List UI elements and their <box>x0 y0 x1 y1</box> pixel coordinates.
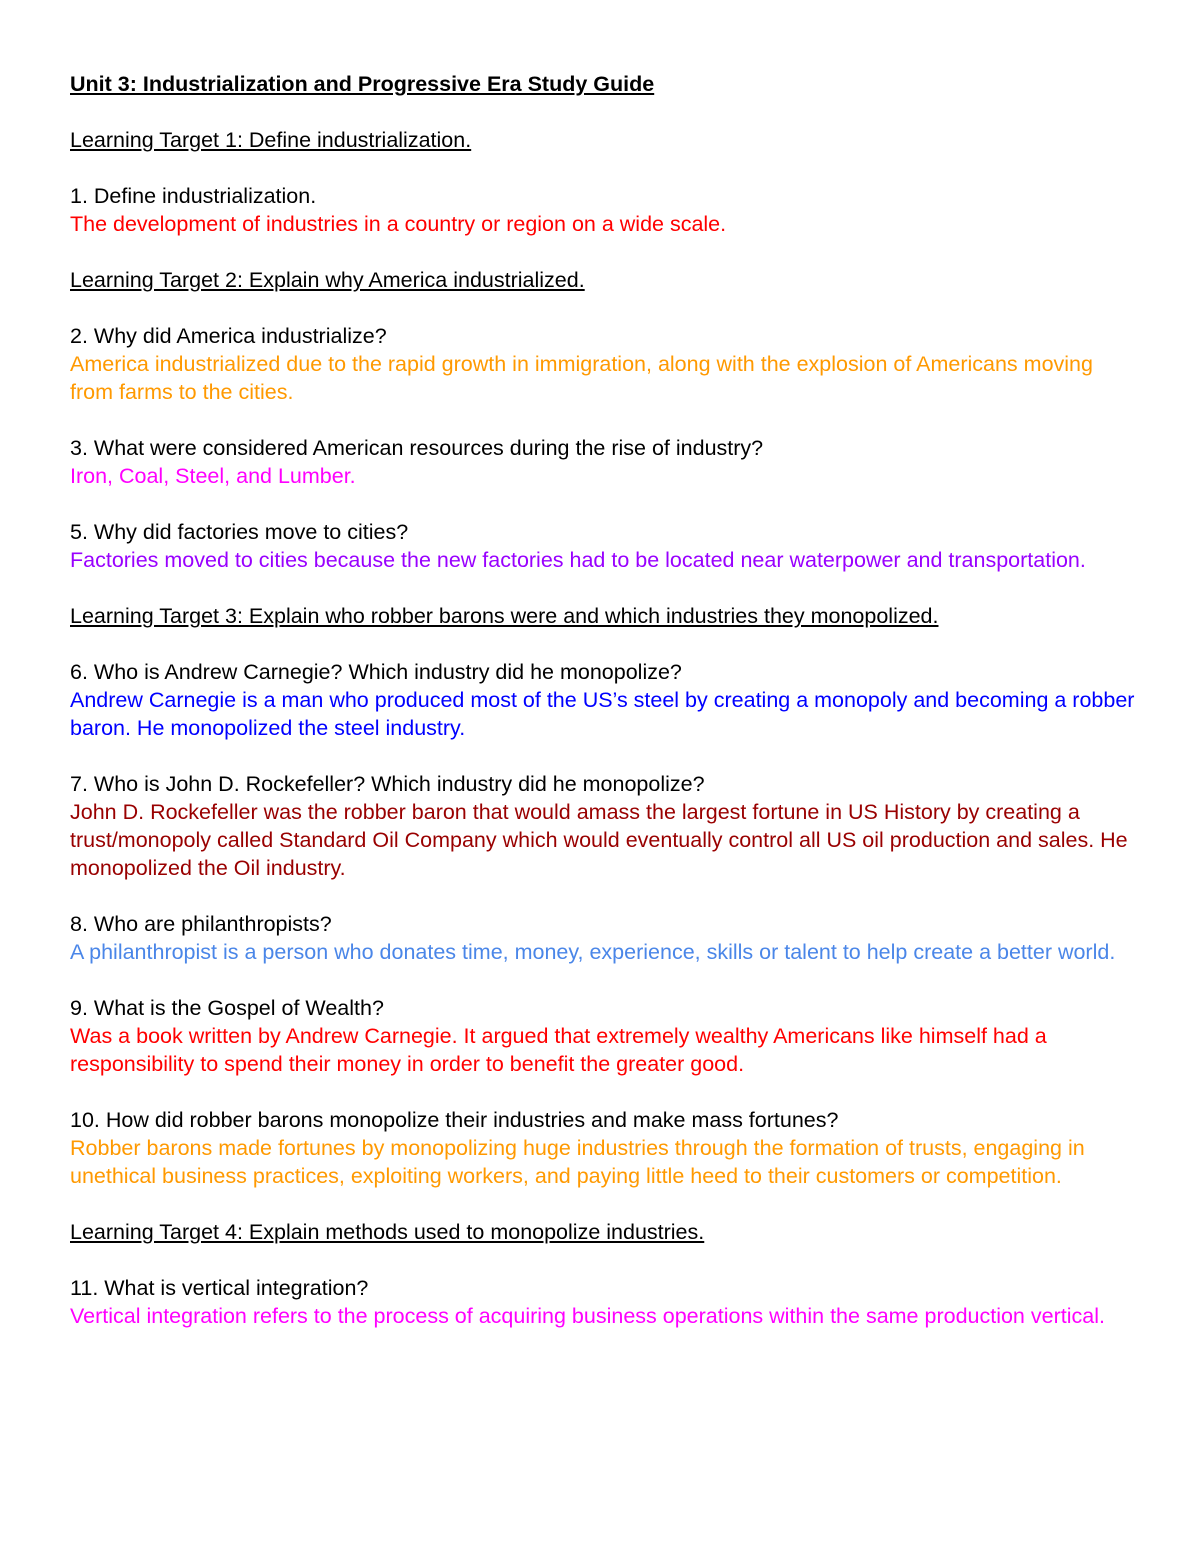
spacer <box>70 630 1140 658</box>
question-block <box>70 518 1140 574</box>
question-text: 10. How did robber barons monopolize their industries and make mass fortunes? <box>70 1108 839 1132</box>
question-block <box>70 322 1140 406</box>
spacer <box>70 882 1140 910</box>
question-block <box>70 1274 1140 1330</box>
spacer <box>70 966 1140 994</box>
question-block <box>70 770 1140 882</box>
spacer <box>70 154 1140 182</box>
question-block <box>70 994 1140 1078</box>
spacer <box>70 238 1140 266</box>
spacer <box>70 1330 1140 1358</box>
question-text: 5. Why did factories move to cities? <box>70 520 409 544</box>
spacer <box>70 490 1140 518</box>
question-text: 9. What is the Gospel of Wealth? <box>70 996 384 1020</box>
spacer <box>70 98 1140 126</box>
answer-text: Vertical integration refers to the process of acquiring business operations within the same production vertical. <box>70 1304 1105 1328</box>
question-block <box>70 1106 1140 1190</box>
question-text: 3. What were considered American resources during the rise of industry? <box>70 436 764 460</box>
question-text: 6. Who is Andrew Carnegie? Which industry did he monopolize? <box>70 660 682 684</box>
spacer <box>70 406 1140 434</box>
question-text: 8. Who are philanthropists? <box>70 912 332 936</box>
spacer <box>70 1078 1140 1106</box>
question-block <box>70 434 1140 490</box>
document-title: Unit 3: Industrialization and Progressive Era Study Guide <box>70 72 655 96</box>
answer-text: Robber barons made fortunes by monopolizing huge industries through the formation of trusts, engaging in unethical business practices, exploiting workers, and paying little heed to their customers or competition. <box>70 1136 1085 1188</box>
spacer <box>70 1190 1140 1218</box>
answer-text: America industrialized due to the rapid growth in immigration, along with the explosion of Americans moving from farms to the cities. <box>70 352 1093 404</box>
question-text: 11. What is vertical integration? <box>70 1276 369 1300</box>
spacer <box>70 1246 1140 1274</box>
document-page <box>70 70 1140 1358</box>
spacer <box>70 574 1140 602</box>
answer-text: The development of industries in a country or region on a wide scale. <box>70 212 727 236</box>
question-text: 2. Why did America industrialize? <box>70 324 387 348</box>
study-guide-sections <box>70 126 1140 1358</box>
learning-target-heading: Learning Target 1: Define industrialization. <box>70 128 472 152</box>
answer-text: Andrew Carnegie is a man who produced most of the US’s steel by creating a monopoly and becoming a robber baron. He monopolized the steel industry. <box>70 688 1135 740</box>
learning-target-heading: Learning Target 2: Explain why America industrialized. <box>70 268 585 292</box>
spacer <box>70 294 1140 322</box>
learning-target-heading: Learning Target 3: Explain who robber barons were and which industries they monopolized. <box>70 604 939 628</box>
learning-target-heading: Learning Target 4: Explain methods used to monopolize industries. <box>70 1220 705 1244</box>
question-block <box>70 658 1140 742</box>
answer-text: Was a book written by Andrew Carnegie. It argued that extremely wealthy Americans like himself had a responsibility to spend their money in order to benefit the greater good. <box>70 1024 1047 1076</box>
question-block <box>70 910 1140 966</box>
answer-text: John D. Rockefeller was the robber baron that would amass the largest fortune in US History by creating a trust/monopoly called Standard Oil Company which would eventually control all US oil production and sales. He monopolized the Oil industry. <box>70 800 1128 880</box>
answer-text: Factories moved to cities because the new factories had to be located near waterpower and transportation. <box>70 548 1086 572</box>
question-block <box>70 182 1140 238</box>
answer-text: A philanthropist is a person who donates time, money, experience, skills or talent to help create a better world. <box>70 940 1116 964</box>
spacer <box>70 742 1140 770</box>
answer-text: Iron, Coal, Steel, and Lumber. <box>70 464 356 488</box>
question-text: 7. Who is John D. Rockefeller? Which industry did he monopolize? <box>70 772 705 796</box>
question-text: 1. Define industrialization. <box>70 184 317 208</box>
